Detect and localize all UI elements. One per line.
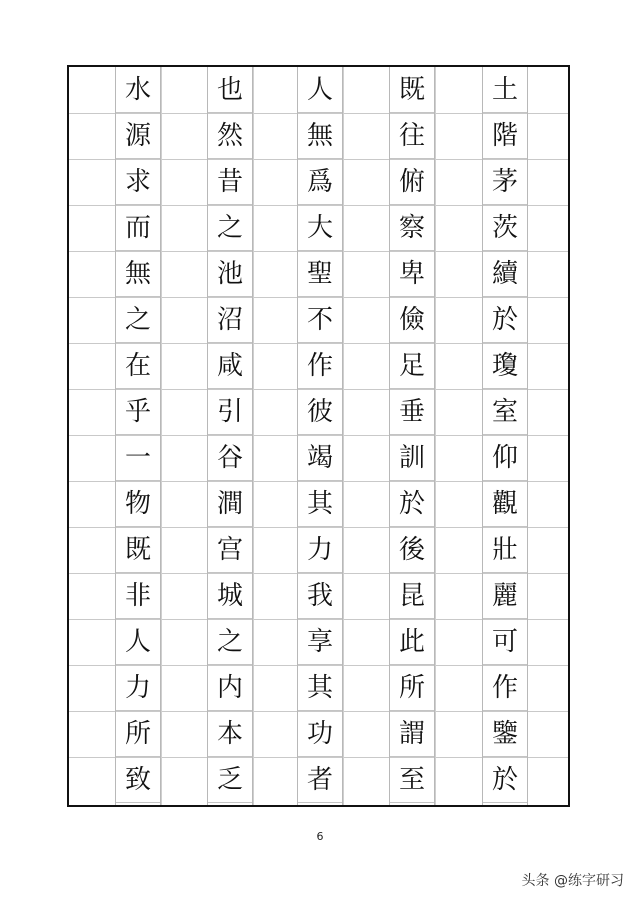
character-cell: 之	[208, 619, 252, 665]
character-cell: 爲	[298, 159, 342, 205]
text-column	[207, 67, 253, 805]
character-cell: 昔	[208, 159, 252, 205]
page-number: 6	[316, 830, 324, 843]
character-cell: 既	[116, 527, 160, 573]
character-cell: 垂	[390, 389, 434, 435]
character-cell: 續	[483, 251, 527, 297]
character-cell: 於	[483, 757, 527, 803]
character-cell: 無	[116, 251, 160, 297]
character-cell: 階	[483, 113, 527, 159]
text-column	[115, 67, 161, 805]
character-cell: 卑	[390, 251, 434, 297]
character-cell: 壯	[483, 527, 527, 573]
character-cell: 昆	[390, 573, 434, 619]
character-cell: 城	[208, 573, 252, 619]
character-cell: 足	[390, 343, 434, 389]
character-cell: 所	[390, 665, 434, 711]
character-cell: 源	[116, 113, 160, 159]
character-cell: 茨	[483, 205, 527, 251]
grid-column-line	[253, 67, 254, 805]
character-cell: 者	[298, 757, 342, 803]
character-cell: 其	[298, 481, 342, 527]
character-cell: 可	[483, 619, 527, 665]
character-cell: 其	[298, 665, 342, 711]
character-cell: 至	[390, 757, 434, 803]
character-cell: 大	[298, 205, 342, 251]
character-cell: 瓊	[483, 343, 527, 389]
character-cell: 人	[116, 619, 160, 665]
character-cell: 俯	[390, 159, 434, 205]
character-cell: 池	[208, 251, 252, 297]
character-cell: 不	[298, 297, 342, 343]
text-column	[297, 67, 343, 805]
character-cell: 室	[483, 389, 527, 435]
character-cell: 竭	[298, 435, 342, 481]
character-cell: 而	[116, 205, 160, 251]
character-cell: 致	[116, 757, 160, 803]
character-cell: 之	[208, 205, 252, 251]
character-cell: 彼	[298, 389, 342, 435]
character-cell: 後	[390, 527, 434, 573]
character-cell: 我	[298, 573, 342, 619]
character-cell: 聖	[298, 251, 342, 297]
character-cell: 享	[298, 619, 342, 665]
character-cell: 土	[483, 67, 527, 113]
character-cell: 在	[116, 343, 160, 389]
character-cell: 於	[390, 481, 434, 527]
character-cell: 察	[390, 205, 434, 251]
character-cell: 力	[116, 665, 160, 711]
character-cell: 求	[116, 159, 160, 205]
character-cell: 引	[208, 389, 252, 435]
character-cell: 然	[208, 113, 252, 159]
character-cell: 於	[483, 297, 527, 343]
character-cell: 往	[390, 113, 434, 159]
character-cell: 儉	[390, 297, 434, 343]
character-cell: 也	[208, 67, 252, 113]
character-cell: 内	[208, 665, 252, 711]
character-cell: 之	[116, 297, 160, 343]
character-cell: 訓	[390, 435, 434, 481]
character-cell: 澗	[208, 481, 252, 527]
character-cell: 所	[116, 711, 160, 757]
character-cell: 乏	[208, 757, 252, 803]
character-cell: 謂	[390, 711, 434, 757]
text-column	[482, 67, 528, 805]
character-cell: 乎	[116, 389, 160, 435]
character-cell: 麗	[483, 573, 527, 619]
character-cell: 無	[298, 113, 342, 159]
watermark: 头条 @练字研习	[521, 873, 624, 889]
grid-column-line	[343, 67, 344, 805]
character-cell: 沼	[208, 297, 252, 343]
character-cell: 力	[298, 527, 342, 573]
character-cell: 人	[298, 67, 342, 113]
character-cell: 既	[390, 67, 434, 113]
character-cell: 仰	[483, 435, 527, 481]
character-cell: 水	[116, 67, 160, 113]
character-cell: 功	[298, 711, 342, 757]
character-cell: 非	[116, 573, 160, 619]
character-cell: 物	[116, 481, 160, 527]
character-cell: 一	[116, 435, 160, 481]
character-cell: 鑒	[483, 711, 527, 757]
character-cell: 咸	[208, 343, 252, 389]
character-cell: 茅	[483, 159, 527, 205]
character-cell: 宫	[208, 527, 252, 573]
grid-column-line	[435, 67, 436, 805]
character-cell: 此	[390, 619, 434, 665]
practice-sheet	[67, 65, 570, 807]
grid-column-line	[161, 67, 162, 805]
text-column	[389, 67, 435, 805]
character-cell: 本	[208, 711, 252, 757]
character-cell: 谷	[208, 435, 252, 481]
character-cell: 作	[298, 343, 342, 389]
character-cell: 作	[483, 665, 527, 711]
character-cell: 觀	[483, 481, 527, 527]
